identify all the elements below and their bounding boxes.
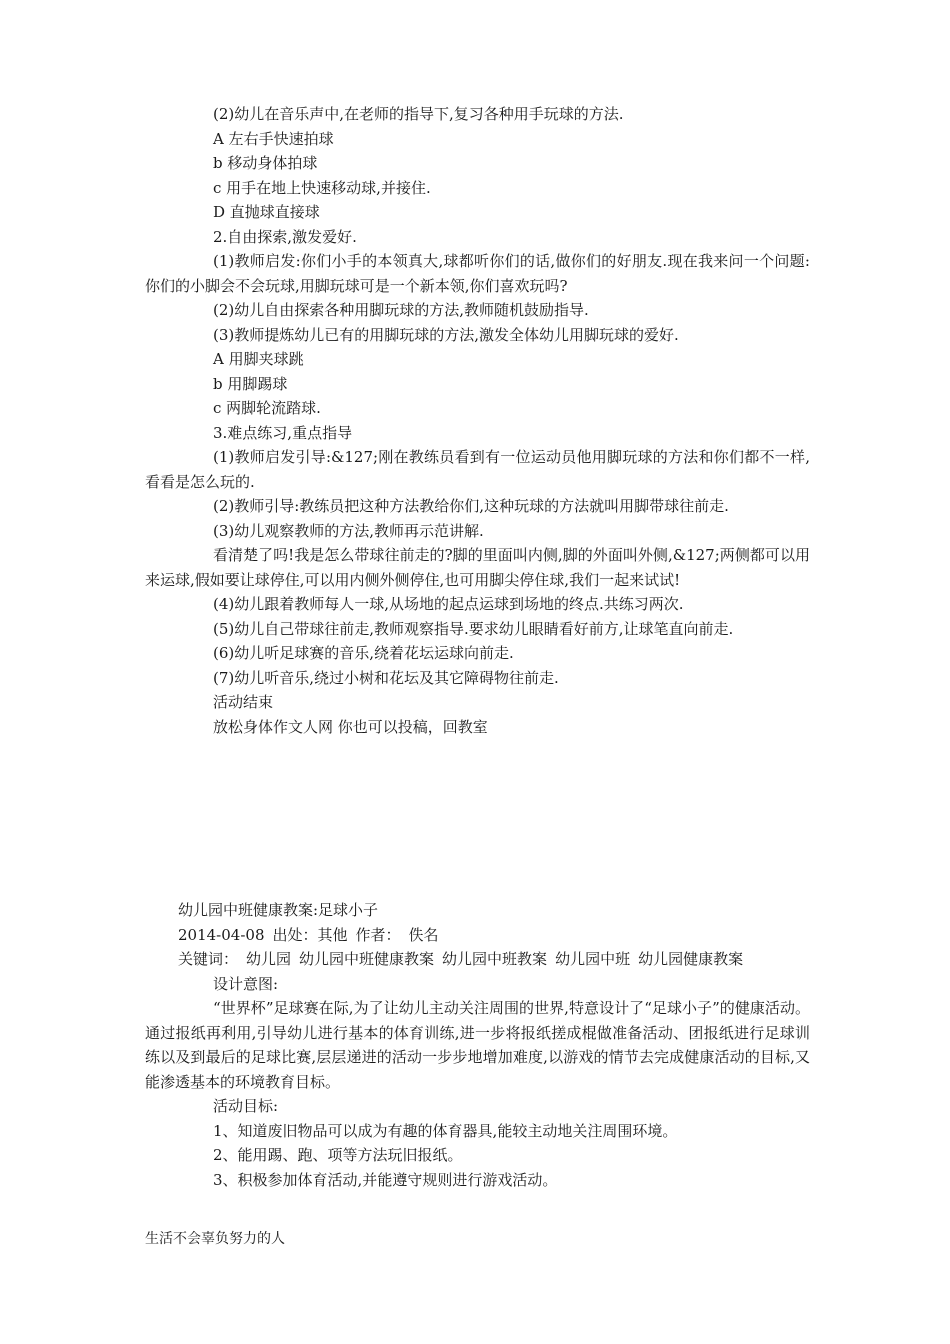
text-line: c 两脚轮流踏球. [213, 399, 321, 417]
text-line: (4)幼儿跟着教师每人一球,从场地的起点运球到场地的终点.共练习两次. [213, 595, 684, 613]
design-paragraph: “世界杯”足球赛在际,为了让幼儿主动关注周围的世界,特意设计了“足球小子”的健康活动。通过报纸再利用,引导幼儿进行基本的体育训练,进一步将报纸搓成棍做准备活动、团报纸进行足球训练以及到最后的足球比赛,层层递进的活动一步步地增加难度,以游戏的情节去完成健康活动的目标,又能渗透基本的环境教育目标。 [145, 999, 810, 1091]
text-line: A 用脚夹球跳 [213, 350, 304, 368]
text-line: (5)幼儿自己带球往前走,教师观察指导.要求幼儿眼睛看好前方,让球笔直向前走. [213, 619, 734, 638]
goals-heading: 活动目标: [213, 1097, 279, 1115]
keywords-label: 关键词： [178, 950, 239, 968]
keyword-link[interactable]: 幼儿园中班健康教案 [299, 950, 435, 968]
text-line: 放松身体作文人网 你也可以投稿，回教室 [213, 717, 488, 736]
text-line: 3.难点练习,重点指导 [213, 423, 353, 442]
text-line: 2.自由探索,激发爱好. [213, 227, 357, 246]
keyword-link[interactable]: 幼儿园健康教案 [638, 950, 744, 968]
text-line: (7)幼儿听音乐,绕过小树和花坛及其它障碍物往前走. [213, 668, 559, 687]
text-line: b 用脚踢球 [213, 374, 288, 393]
page-footer: 生活不会辜负努力的人 [145, 1231, 285, 1247]
article-meta [145, 923, 810, 948]
keyword-link[interactable]: 幼儿园 [246, 950, 292, 968]
meta-author-label: 作者： [355, 925, 401, 944]
goal-item: 3、积极参加体育活动,并能遵守规则进行游戏活动。 [213, 1170, 558, 1189]
lesson-continuation [145, 102, 810, 739]
text-line: (3)教师提炼幼儿已有的用脚玩球的方法,激发全体幼儿用脚玩球的爱好. [213, 325, 679, 344]
keyword-link[interactable]: 幼儿园中班 [555, 950, 631, 968]
text-line: b 移动身体拍球 [213, 154, 318, 172]
paragraph: (1)教师启发:你们小手的本领真大,球都听你们的话,做你们的好朋友.现在我来问一个问题:你们的小脚会不会玩球,用脚玩球可是一个新本领,你们喜欢玩吗? [145, 252, 810, 295]
design-heading: 设计意图: [213, 974, 279, 993]
text-line: (6)幼儿听足球赛的音乐,绕着花坛运球向前走. [213, 644, 514, 662]
goal-item: 2、能用踢、跑、项等方法玩旧报纸。 [213, 1146, 463, 1164]
meta-author: 佚名 [408, 925, 439, 944]
keyword-link[interactable]: 幼儿园中班教案 [442, 950, 548, 968]
text-line: A 左右手快速拍球 [213, 129, 334, 148]
meta-date: 2014-04-08 [178, 925, 265, 944]
meta-source: 出处：其他 [272, 925, 348, 944]
text-line: 活动结束 [213, 693, 274, 711]
keywords-row [145, 947, 810, 972]
paragraph: 看清楚了吗!我是怎么带球往前走的?脚的里面叫内侧,脚的外面叫外侧,&127;两侧都可以用来运球,假如要让球停住,可以用内侧外侧停住,也可用脚尖停住球,我们一起来试试! [145, 546, 810, 589]
goal-item: 1、知道废旧物品可以成为有趣的体育器具,能较主动地关注周围环境。 [213, 1121, 678, 1140]
text-line: (2)幼儿自由探索各种用脚玩球的方法,教师随机鼓励指导. [213, 301, 589, 319]
text-line: D 直抛球直接球 [213, 203, 320, 221]
text-line: (3)幼儿观察教师的方法,教师再示范讲解. [213, 521, 484, 540]
article-title: 幼儿园中班健康教案:足球小子 [178, 901, 379, 919]
text-line: (2)幼儿在音乐声中,在老师的指导下,复习各种用手玩球的方法. [213, 105, 624, 123]
text-line: (2)教师引导:教练员把这种方法教给你们,这种玩球的方法就叫用脚带球往前走. [213, 497, 729, 515]
article-section [145, 898, 810, 1192]
paragraph: (1)教师启发引导:&127;刚在教练员看到有一位运动员他用脚玩球的方法和你们都不一样,看看是怎么玩的. [145, 448, 810, 491]
text-line: c 用手在地上快速移动球,并接住. [213, 178, 431, 197]
